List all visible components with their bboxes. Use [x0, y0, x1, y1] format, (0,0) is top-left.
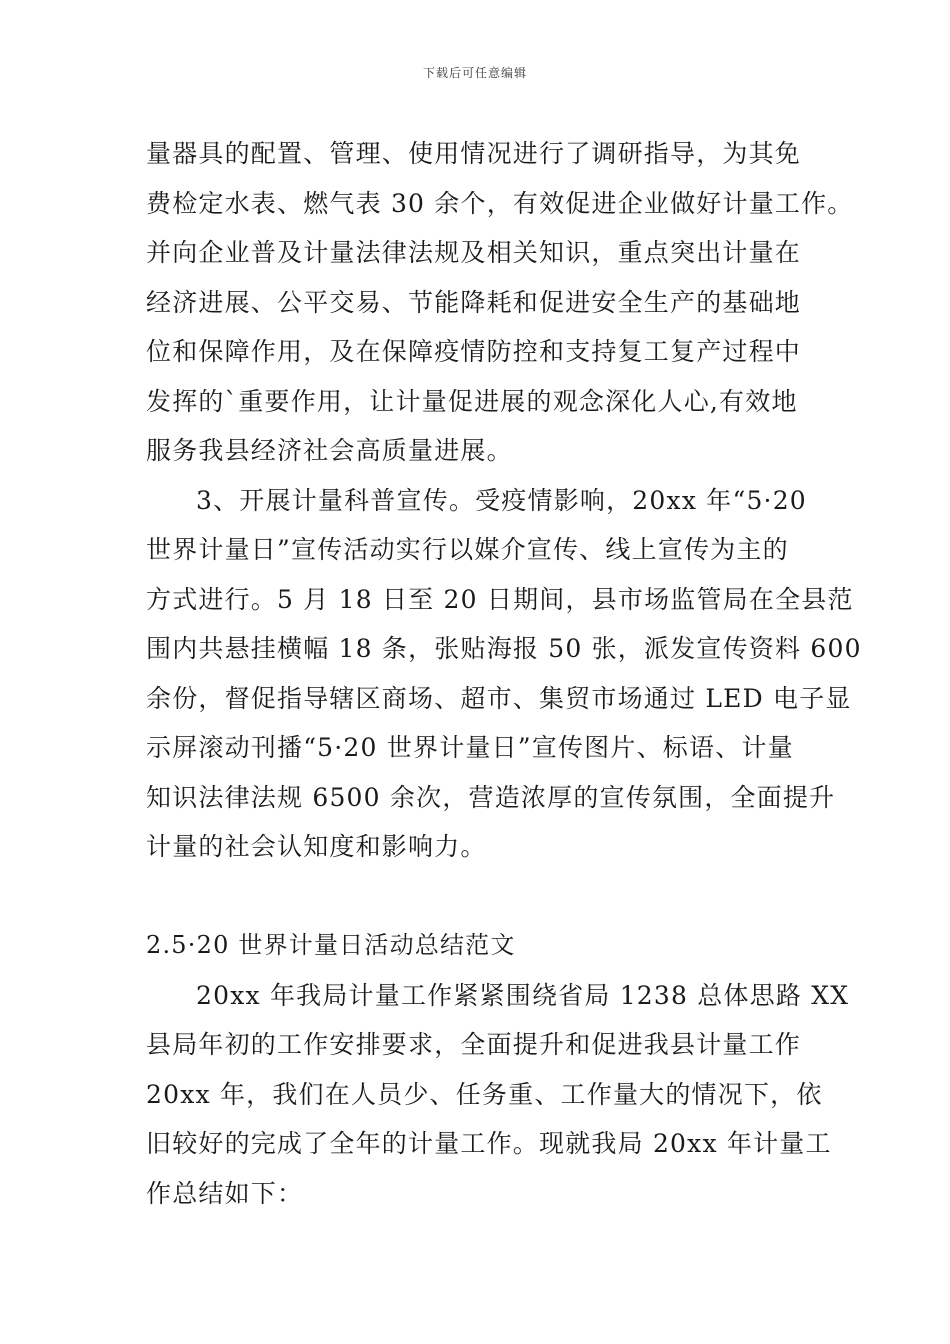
text-line: 旧较好的完成了全年的计量工作。现就我局 20xx 年计量工: [146, 1129, 832, 1158]
text-line: 20xx 年我局计量工作紧紧围绕省局 1238 总体思路 XX: [196, 980, 850, 1010]
text-line: 知识法律法规 6500 余次，营造浓厚的宣传氛围，全面提升: [146, 782, 836, 812]
text-line: 余份，督促指导辖区商场、超市、集贸市场通过 LED 电子显: [146, 683, 852, 713]
text-line: 服务我县经济社会高质量进展。: [146, 436, 513, 465]
text-line: 20xx 年，我们在人员少、任务重、工作量大的情况下，依: [146, 1079, 823, 1109]
text-line: 围内共悬挂横幅 18 条，张贴海报 50 张，派发宣传资料 600: [146, 634, 862, 663]
paragraph-1: [146, 129, 854, 476]
paragraph-2: [146, 476, 862, 872]
text-line: 发挥的`重要作用，让计量促进展的观念深化人心,有效地: [146, 386, 798, 416]
text-line: 费检定水表、燃气表 30 余个，有效促进企业做好计量工作。: [146, 188, 854, 218]
page-header: 下载后可任意编辑: [422, 66, 527, 80]
document-body: [146, 129, 862, 1218]
section-heading: 2.5·20 世界计量日活动总结范文: [146, 931, 516, 959]
text-line: 并向企业普及计量法律法规及相关知识，重点突出计量在: [146, 238, 802, 267]
text-line: 计量的社会认知度和影响力。: [146, 832, 487, 861]
text-line: 作总结如下：: [146, 1178, 304, 1208]
text-line: 示屏滚动刊播“5·20 世界计量日”宣传图片、标语、计量: [146, 733, 794, 762]
text-line: 位和保障作用，及在保障疫情防控和支持复工复产过程中: [146, 337, 802, 366]
text-line: 世界计量日”宣传活动实行以媒介宣传、线上宣传为主的: [146, 535, 789, 564]
text-line: 县局年初的工作安排要求，全面提升和促进我县计量工作: [146, 1030, 802, 1059]
paragraph-gap: [146, 872, 826, 922]
text-line: 方式进行。5 月 18 日至 20 日期间，县市场监管局在全县范: [146, 584, 854, 614]
text-line: 量器具的配置、管理、使用情况进行了调研指导，为其免: [146, 139, 802, 168]
text-line: 经济进展、公平交易、节能降耗和促进安全生产的基础地: [146, 287, 802, 317]
text-line: 3、开展计量科普宣传。受疫情影响，20xx 年“5·20: [196, 485, 807, 515]
paragraph-3: [146, 971, 850, 1219]
